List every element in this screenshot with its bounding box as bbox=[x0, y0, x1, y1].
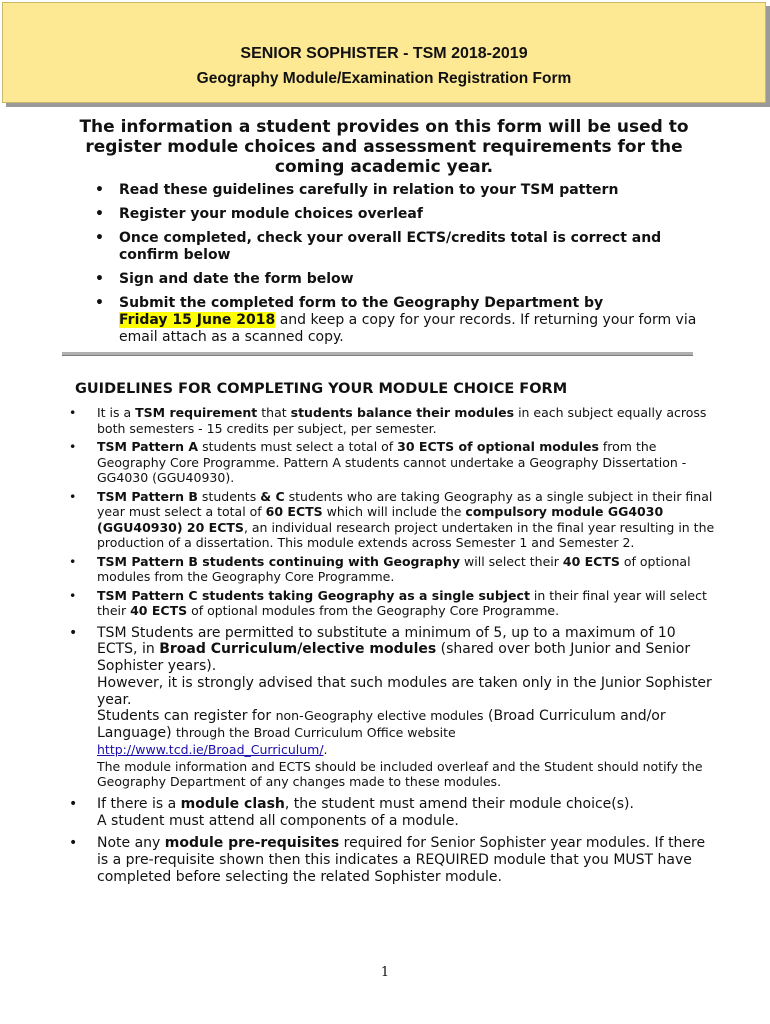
guideline-item: • TSM Students are permitted to substitute a minimum of 5, up to a maximum of 10 ECTS, in Broad Curriculum/elective modules (shared over both Junior and Senior Sophister years). However, it is strongly advised that such modules are taken only in the Junior Sophister year. Students can register for non-Geography elective modules (Broad Curriculum and/or Language) through the Broad Curriculum Office website http://www.tcd.ie/Broad_Curriculum/. The module information and ECTS should be included overleaf and the Student should notify the Geography Department of any changes made to these modules. bbox=[68, 625, 718, 790]
guideline-item: • TSM Pattern B students continuing with Geography will select their 40 ECTS of optional modules from the Geography Core Programme. bbox=[68, 554, 718, 585]
instruction-item: • Read these guidelines carefully in relation to your TSM pattern bbox=[95, 182, 705, 199]
guideline-item: • Note any module pre-requisites required for Senior Sophister year modules. If there is a pre-requisite shown then this indicates a REQUIRED module that you MUST have completed before selecting the related Sophister module. bbox=[68, 835, 718, 885]
section-divider bbox=[62, 352, 693, 356]
form-header bbox=[2, 2, 766, 103]
instruction-item: • Submit the completed form to the Geography Department by Friday 15 June 2018 and keep a copy for your records. If returning your form via email attach as a scanned copy. bbox=[95, 295, 705, 346]
instruction-item: • Once completed, check your overall ECTS/credits total is correct and confirm below bbox=[95, 230, 705, 264]
intro-statement: The information a student provides on this form will be used to register module choices and assessment requirements for the coming academic year. bbox=[79, 117, 689, 177]
instruction-list bbox=[95, 182, 705, 353]
deadline-date: Friday 15 June 2018 bbox=[119, 312, 276, 328]
guidelines-heading: GUIDELINES FOR COMPLETING YOUR MODULE CHOICE FORM bbox=[75, 381, 568, 397]
instruction-item: • Register your module choices overleaf bbox=[95, 206, 705, 223]
guideline-item: • If there is a module clash, the student must amend their module choice(s). A student must attend all components of a module. bbox=[68, 796, 718, 830]
guideline-item: • It is a TSM requirement that students balance their modules in each subject equally across both semesters - 15 credits per subject, per semester. bbox=[68, 405, 718, 436]
guideline-item: • TSM Pattern A students must select a total of 30 ECTS of optional modules from the Geography Core Programme. Pattern A students cannot undertake a Geography Dissertation - GG4030 (GGU40930). bbox=[68, 439, 718, 486]
guideline-item: • TSM Pattern B students & C students who are taking Geography as a single subject in their final year must select a total of 60 ECTS which will include the compulsory module GG4030 (GGU40930) 20 ECTS, an individual research project undertaken in the final year resulting in the production of a dissertation. This module extends across Semester 1 and Semester 2. bbox=[68, 489, 718, 551]
page-number: 1 bbox=[380, 965, 390, 980]
guidelines-list bbox=[68, 405, 718, 889]
guideline-item: • TSM Pattern C students taking Geography as a single subject in their final year will select their 40 ECTS of optional modules from the Geography Core Programme. bbox=[68, 588, 718, 619]
form-subtitle: Geography Module/Examination Registration Form bbox=[196, 70, 572, 87]
form-title: SENIOR SOPHISTER - TSM 2018-2019 bbox=[240, 45, 528, 62]
broad-curriculum-link[interactable]: http://www.tcd.ie/Broad_Curriculum/ bbox=[97, 742, 324, 758]
instruction-item: • Sign and date the form below bbox=[95, 271, 705, 288]
